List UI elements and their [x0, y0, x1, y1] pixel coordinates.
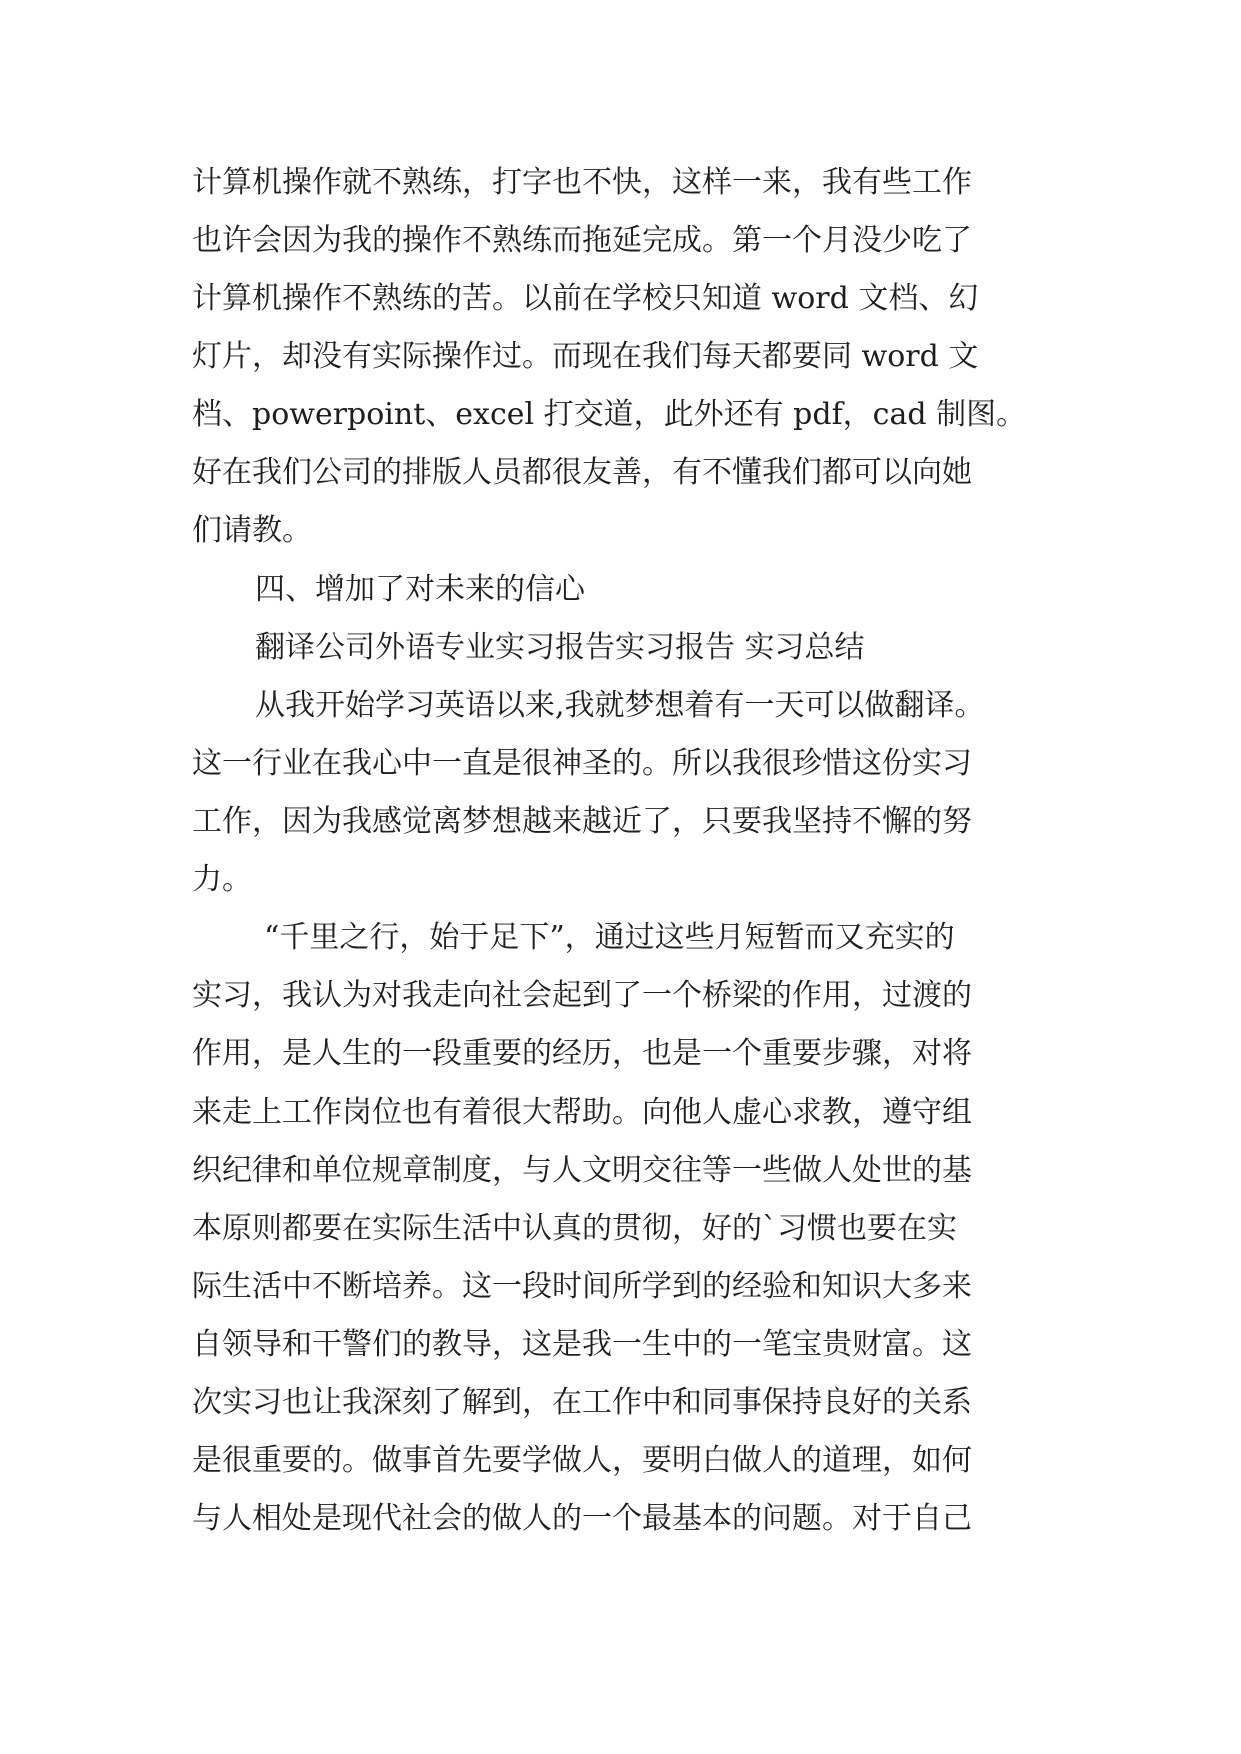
text-line: 灯片，却没有实际操作过。而现在我们每天都要同 word 文	[192, 339, 979, 374]
text-line: 计算机操作就不熟练，打字也不快，这样一来，我有些工作	[192, 165, 972, 200]
text-line: 也许会因为我的操作不熟练而拖延完成。第一个月没少吃了	[192, 223, 972, 258]
text-line: 从我开始学习英语以来,我就梦想着有一天可以做翻译。	[255, 688, 985, 723]
section-heading: 四、增加了对未来的信心	[255, 572, 585, 607]
text-line: 作用，是人生的一段重要的经历，也是一个重要步骤，对将	[192, 1036, 972, 1071]
text-line: 是很重要的。做事首先要学做人，要明白做人的道理，如何	[192, 1443, 972, 1478]
text-line: 织纪律和单位规章制度，与人文明交往等一些做人处世的基	[192, 1153, 972, 1188]
text-line: 实习，我认为对我走向社会起到了一个桥梁的作用，过渡的	[192, 978, 972, 1013]
text-line: 档、powerpoint、excel 打交道，此外还有 pdf，cad 制图。	[192, 397, 1027, 432]
text-line: 好在我们公司的排版人员都很友善，有不懂我们都可以向她	[192, 455, 972, 490]
text-line: 力。	[192, 862, 252, 897]
text-line: 自领导和干警们的教导，这是我一生中的一笔宝贵财富。这	[192, 1327, 972, 1362]
text-line: 与人相处是现代社会的做人的一个最基本的问题。对于自己	[192, 1501, 972, 1536]
text-line: 计算机操作不熟练的苦。以前在学校只知道 word 文档、幻	[192, 281, 979, 316]
text-line: “千里之行，始于足下”，通过这些月短暂而又充实的	[264, 920, 955, 955]
text-line: 们请教。	[192, 513, 312, 548]
text-line: 工作，因为我感觉离梦想越来越近了，只要我坚持不懈的努	[192, 804, 972, 839]
text-line: 次实习也让我深刻了解到，在工作中和同事保持良好的关系	[192, 1385, 972, 1420]
text-line: 本原则都要在实际生活中认真的贯彻，好的`习惯也要在实	[192, 1211, 957, 1246]
text-line: 际生活中不断培养。这一段时间所学到的经验和知识大多来	[192, 1269, 972, 1304]
article-title: 翻译公司外语专业实习报告实习报告 实习总结	[255, 630, 865, 665]
text-line: 来走上工作岗位也有着很大帮助。向他人虚心求教，遵守组	[192, 1095, 972, 1130]
text-line: 这一行业在我心中一直是很神圣的。所以我很珍惜这份实习	[192, 746, 972, 781]
